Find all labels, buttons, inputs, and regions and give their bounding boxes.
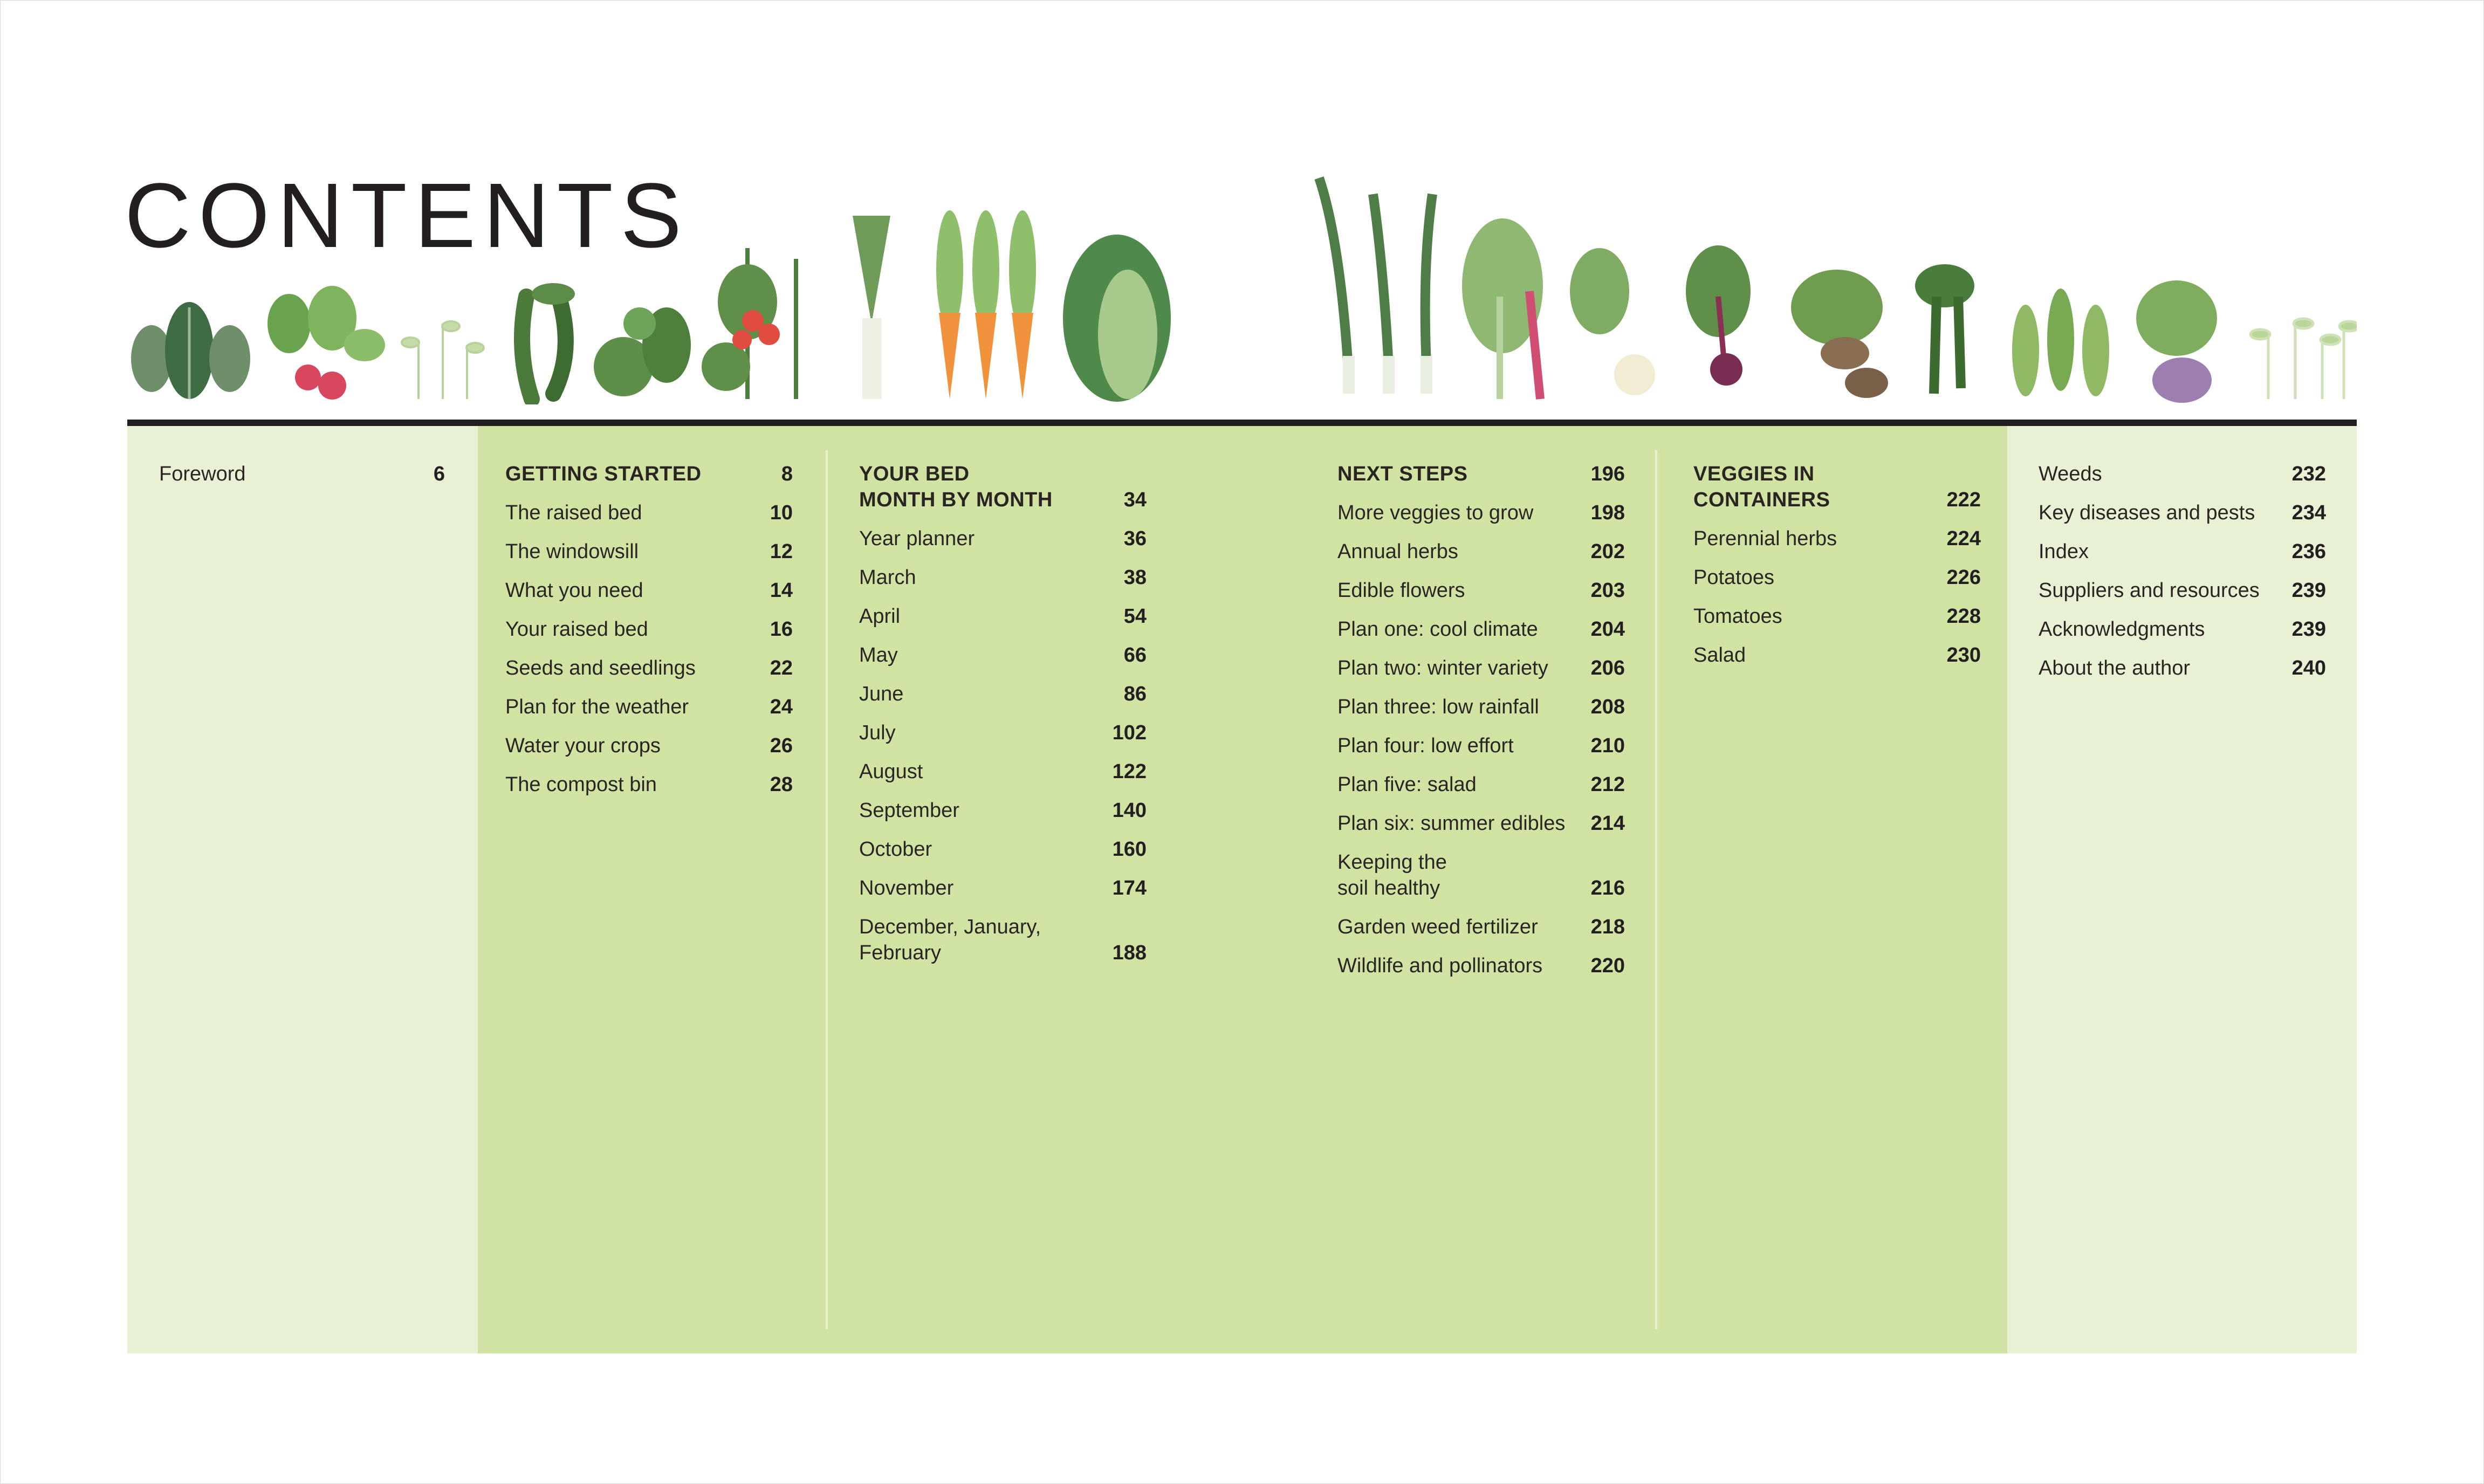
vegetable-illustration-strip [127, 162, 2357, 404]
toc-entry-label: May [859, 644, 898, 667]
toc-entry [859, 565, 1147, 590]
toc-entry-label: The windowsill [505, 540, 639, 563]
toc-entry [1693, 565, 1981, 590]
toc-entry [1337, 578, 1625, 603]
toc-entry-label: Foreword [159, 463, 246, 485]
toc-page-number: 232 [2291, 463, 2326, 485]
toc-page-number: 239 [2291, 618, 2326, 641]
toc-page-number: 239 [2291, 579, 2326, 602]
toc-entry-label: Garden weed fertilizer [1337, 916, 1538, 938]
toc-entry-label: Weeds [2039, 463, 2102, 485]
kale-icon [131, 302, 250, 399]
toc-page-number: 202 [1590, 540, 1625, 563]
toc-page-number: 236 [2291, 540, 2326, 563]
toc-page-number: 86 [1123, 683, 1147, 705]
toc-entry [1337, 849, 1625, 901]
toc-entry-label: VEGGIES IN CONTAINERS [1693, 463, 1830, 511]
toc-entry-label: April [859, 605, 901, 628]
toc-page-number: 214 [1590, 812, 1625, 835]
toc-page-number: 22 [770, 657, 793, 679]
toc-page-number: 228 [1946, 605, 1981, 628]
toc-column-4 [1337, 461, 1625, 992]
toc-entry [1337, 772, 1625, 798]
toc-page-number: 218 [1590, 916, 1625, 938]
toc-entry [1337, 655, 1625, 681]
toc-entry-label: Edible flowers [1337, 579, 1465, 602]
toc-page-number: 206 [1590, 657, 1625, 679]
toc-entry [505, 500, 793, 526]
turnip-icon [1570, 248, 1655, 395]
toc-entry-label: YOUR BED MONTH BY MONTH [859, 463, 1053, 511]
toc-entry-label: Water your crops [505, 734, 661, 757]
toc-entry [1693, 603, 1981, 629]
toc-page-number: 226 [1946, 566, 1981, 589]
toc-entry [859, 642, 1147, 668]
toc-page-number: 203 [1590, 579, 1625, 602]
toc-entry [1337, 616, 1625, 642]
toc-page-number: 230 [1946, 644, 1981, 667]
toc-entry [1337, 539, 1625, 565]
toc-entry [1337, 810, 1625, 836]
page-title: CONTENTS [125, 164, 689, 267]
toc-page-number: 212 [1590, 773, 1625, 796]
toc-page-number: 160 [1112, 838, 1147, 861]
toc-page-number: 216 [1590, 877, 1625, 899]
toc-page-number: 6 [433, 463, 445, 485]
toc-page-number: 188 [1112, 942, 1147, 964]
potato-icon [1791, 270, 1888, 398]
toc-entry [2039, 616, 2326, 642]
toc-page-number: 38 [1123, 566, 1147, 589]
leek-icon [853, 216, 890, 399]
toc-entry-label: Potatoes [1693, 566, 1774, 589]
column-divider [1655, 450, 1657, 1329]
herb-icon [594, 307, 691, 396]
toc-entry-label: November [859, 877, 954, 899]
toc-entry-label: March [859, 566, 916, 589]
toc-entry-label: More veggies to grow [1337, 501, 1534, 524]
toc-column-3 [859, 461, 1147, 979]
toc-entry-label: GETTING STARTED [505, 463, 702, 485]
toc-entry-label: NEXT STEPS [1337, 463, 1468, 485]
toc-entry-label: Plan four: low effort [1337, 734, 1514, 757]
toc-page-number: 140 [1112, 799, 1147, 822]
toc-page-number: 102 [1112, 722, 1147, 744]
toc-entry [2039, 655, 2326, 681]
toc-page-number: 66 [1123, 644, 1147, 667]
toc-page-number: 210 [1590, 734, 1625, 757]
toc-entry-label: August [859, 760, 923, 783]
toc-page-number: 54 [1123, 605, 1147, 628]
toc-entry [1693, 526, 1981, 552]
toc-entry [2039, 461, 2326, 487]
seedling-icon [402, 321, 484, 399]
microgreen-icon [2250, 319, 2357, 399]
toc-section-heading [1337, 461, 1625, 487]
toc-entry-label: December, January, February [859, 916, 1041, 964]
toc-entry-label: About the author [2039, 657, 2190, 679]
radish-icon [267, 286, 385, 400]
toc-entry-label: Index [2039, 540, 2089, 563]
beet-icon [1686, 245, 1751, 386]
toc-entry [505, 655, 793, 681]
toc-entry [2039, 578, 2326, 603]
toc-page-number: 196 [1590, 463, 1625, 485]
toc-entry [859, 681, 1147, 707]
toc-section-heading [1693, 461, 1981, 513]
toc-entry-label: Wildlife and pollinators [1337, 954, 1543, 977]
toc-page-number: 240 [2291, 657, 2326, 679]
toc-entry [505, 539, 793, 565]
toc-page-number: 10 [770, 501, 793, 524]
panel-left [127, 426, 478, 1354]
toc-entry-label: September [859, 799, 959, 822]
toc-page-number: 34 [1123, 489, 1147, 511]
toc-entry [1337, 914, 1625, 940]
toc-page-number: 222 [1946, 489, 1981, 511]
toc-entry-label: Tomatoes [1693, 605, 1782, 628]
toc-entry-label: Plan six: summer edibles [1337, 812, 1566, 835]
toc-entry-label: July [859, 722, 896, 744]
pea-pod-icon [522, 283, 575, 399]
toc-page-number: 28 [770, 773, 793, 796]
toc-entry-label: Perennial herbs [1693, 527, 1837, 550]
toc-entry-label: Seeds and seedlings [505, 657, 696, 679]
tomato-icon [702, 248, 796, 399]
toc-entry [159, 461, 445, 487]
toc-page-number: 12 [770, 540, 793, 563]
bean-icon [1915, 264, 1974, 394]
toc-entry [1337, 694, 1625, 720]
toc-entry [859, 914, 1147, 966]
toc-entry-label: Suppliers and resources [2039, 579, 2260, 602]
toc-page-number: 204 [1590, 618, 1625, 641]
lettuce-icon [1063, 235, 1171, 402]
toc-entry-label: Plan two: winter variety [1337, 657, 1548, 679]
toc-entry [1337, 733, 1625, 759]
toc-page-number: 26 [770, 734, 793, 757]
toc-page-number: 234 [2291, 501, 2326, 524]
toc-column-1 [159, 461, 445, 500]
toc-entry [1337, 500, 1625, 526]
kohlrabi-icon [2136, 280, 2217, 403]
carrot-icon [936, 210, 1036, 399]
toc-entry-label: The compost bin [505, 773, 657, 796]
toc-entry [505, 733, 793, 759]
toc-entry-label: Salad [1693, 644, 1746, 667]
toc-page-number: 224 [1946, 527, 1981, 550]
toc-page-number: 198 [1590, 501, 1625, 524]
toc-page-number: 16 [770, 618, 793, 641]
toc-column-5 [1693, 461, 1981, 681]
toc-entry-label: Plan for the weather [505, 696, 689, 718]
toc-entry-label: Key diseases and pests [2039, 501, 2255, 524]
toc-entry [859, 526, 1147, 552]
toc-entry [859, 603, 1147, 629]
toc-entry [859, 798, 1147, 823]
toc-entry-label: Acknowledgments [2039, 618, 2205, 641]
toc-entry [859, 875, 1147, 901]
toc-entry [505, 578, 793, 603]
toc-entry [1693, 642, 1981, 668]
toc-entry [2039, 500, 2326, 526]
toc-entry [859, 759, 1147, 785]
toc-entry [505, 616, 793, 642]
header-rule [127, 420, 2357, 426]
chard-icon [1462, 218, 1543, 399]
toc-entry-label: Year planner [859, 527, 975, 550]
toc-entry [1337, 953, 1625, 979]
pea-icon [2012, 288, 2109, 396]
toc-entry-label: Keeping the soil healthy [1337, 851, 1447, 899]
toc-column-6 [2039, 461, 2326, 694]
toc-entry-label: The raised bed [505, 501, 642, 524]
toc-entry [859, 720, 1147, 746]
toc-page-number: 122 [1112, 760, 1147, 783]
toc-entry-label: October [859, 838, 932, 861]
toc-page-number: 174 [1112, 877, 1147, 899]
toc-entry-label: Plan three: low rainfall [1337, 696, 1539, 718]
toc-entry-label: What you need [505, 579, 643, 602]
toc-entry [859, 836, 1147, 862]
toc-entry-label: Annual herbs [1337, 540, 1458, 563]
toc-entry-label: Plan one: cool climate [1337, 618, 1538, 641]
toc-entry-label: Plan five: salad [1337, 773, 1477, 796]
toc-section-heading [505, 461, 793, 487]
toc-page-number: 208 [1590, 696, 1625, 718]
column-divider [826, 450, 828, 1329]
toc-entry [505, 772, 793, 798]
toc-page-number: 36 [1123, 527, 1147, 550]
toc-section-heading [859, 461, 1147, 513]
scallion-icon [1319, 178, 1432, 394]
toc-page-number: 14 [770, 579, 793, 602]
toc-page-number: 8 [781, 463, 793, 485]
toc-entry [505, 694, 793, 720]
toc-entry-label: June [859, 683, 904, 705]
toc-page-number: 220 [1590, 954, 1625, 977]
toc-column-2 [505, 461, 793, 810]
toc-page-number: 24 [770, 696, 793, 718]
toc-entry [2039, 539, 2326, 565]
toc-entry-label: Your raised bed [505, 618, 648, 641]
